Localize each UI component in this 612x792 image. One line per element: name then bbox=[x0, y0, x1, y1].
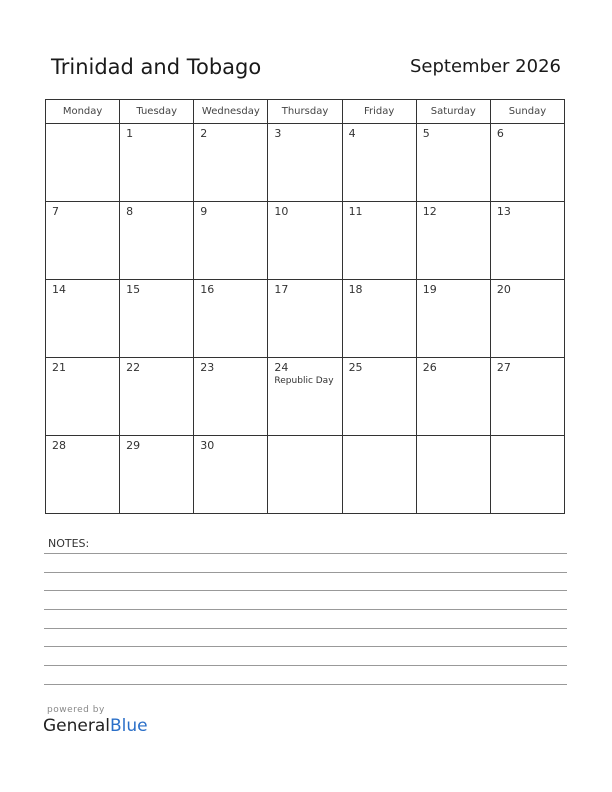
day-number: 4 bbox=[348, 127, 356, 140]
day-number bbox=[343, 436, 416, 439]
day-number: 14 bbox=[52, 283, 66, 296]
country-title: Trinidad and Tobago bbox=[51, 55, 262, 79]
day-number: 28 bbox=[52, 439, 66, 452]
day-number bbox=[46, 124, 119, 127]
weekday-tuesday: Tuesday bbox=[120, 100, 194, 124]
day-cell bbox=[268, 202, 342, 280]
day-number bbox=[417, 436, 490, 439]
day-number bbox=[491, 436, 564, 439]
notes-label: NOTES: bbox=[48, 537, 90, 550]
brand-blue-text: Blue bbox=[110, 716, 148, 736]
week-row-5 bbox=[46, 436, 565, 514]
day-number: 10 bbox=[274, 205, 289, 218]
weekday-wednesday: Wednesday bbox=[194, 100, 268, 124]
day-cell bbox=[268, 280, 342, 358]
month-year-title: September 2026 bbox=[409, 56, 561, 77]
day-number: 8 bbox=[126, 205, 134, 218]
day-cell-holiday bbox=[268, 358, 342, 436]
day-number: 22 bbox=[126, 361, 141, 374]
brand-general-text: General bbox=[43, 716, 110, 736]
weekday-sunday: Sunday bbox=[490, 100, 564, 124]
day-cell bbox=[46, 436, 120, 514]
day-number: 19 bbox=[422, 283, 437, 296]
day-cell bbox=[490, 124, 564, 202]
day-cell bbox=[490, 436, 564, 514]
weekday-monday: Monday bbox=[46, 100, 120, 124]
day-cell bbox=[46, 280, 120, 358]
day-cell bbox=[342, 436, 416, 514]
day-cell bbox=[416, 358, 490, 436]
day-number bbox=[268, 436, 341, 439]
day-cell bbox=[416, 436, 490, 514]
day-number: 20 bbox=[496, 283, 511, 296]
day-number: 18 bbox=[348, 283, 363, 296]
day-cell bbox=[194, 358, 268, 436]
day-cell bbox=[120, 436, 194, 514]
day-cell bbox=[416, 124, 490, 202]
day-cell bbox=[194, 280, 268, 358]
weekday-thursday: Thursday bbox=[268, 100, 342, 124]
day-cell bbox=[490, 280, 564, 358]
day-number: 9 bbox=[200, 205, 208, 218]
note-line bbox=[44, 590, 567, 591]
day-number: 26 bbox=[422, 361, 437, 374]
day-number: 7 bbox=[52, 205, 59, 218]
weekday-header-row bbox=[46, 100, 565, 124]
day-cell bbox=[342, 280, 416, 358]
week-row-2 bbox=[46, 202, 565, 280]
day-cell bbox=[120, 202, 194, 280]
weekday-friday: Friday bbox=[342, 100, 416, 124]
day-number: 27 bbox=[496, 361, 511, 374]
generalblue-logo[interactable] bbox=[43, 716, 148, 736]
day-cell bbox=[342, 358, 416, 436]
day-cell bbox=[490, 202, 564, 280]
note-line bbox=[44, 684, 567, 685]
day-cell bbox=[490, 358, 564, 436]
day-number: 30 bbox=[200, 439, 215, 452]
day-number: 6 bbox=[496, 127, 504, 140]
day-cell bbox=[194, 202, 268, 280]
note-line bbox=[44, 628, 567, 629]
note-line bbox=[44, 572, 567, 573]
note-line bbox=[44, 665, 567, 666]
day-number: 12 bbox=[422, 205, 437, 218]
day-number: 23 bbox=[200, 361, 215, 374]
day-cell bbox=[46, 202, 120, 280]
day-cell bbox=[194, 124, 268, 202]
day-cell bbox=[342, 202, 416, 280]
week-row-1 bbox=[46, 124, 565, 202]
powered-by-text: powered by bbox=[47, 705, 105, 715]
day-number: 3 bbox=[274, 127, 282, 140]
day-number: 24 bbox=[274, 361, 289, 374]
day-number: 21 bbox=[52, 361, 66, 374]
day-number: 1 bbox=[126, 127, 134, 140]
day-cell bbox=[120, 124, 194, 202]
day-number: 17 bbox=[274, 283, 289, 296]
calendar-grid bbox=[45, 99, 565, 514]
day-cell bbox=[46, 124, 120, 202]
day-number: 15 bbox=[126, 283, 141, 296]
day-cell bbox=[342, 124, 416, 202]
day-cell bbox=[268, 124, 342, 202]
day-number: 25 bbox=[348, 361, 363, 374]
day-number: 11 bbox=[348, 205, 363, 218]
day-cell bbox=[120, 280, 194, 358]
day-cell bbox=[194, 436, 268, 514]
holiday-label: Republic Day bbox=[274, 376, 334, 386]
week-row-4 bbox=[46, 358, 565, 436]
day-cell bbox=[120, 358, 194, 436]
day-cell bbox=[46, 358, 120, 436]
day-number: 29 bbox=[126, 439, 141, 452]
week-row-3 bbox=[46, 280, 565, 358]
weekday-saturday: Saturday bbox=[416, 100, 490, 124]
note-line bbox=[44, 553, 567, 554]
note-line bbox=[44, 609, 567, 610]
day-number: 5 bbox=[422, 127, 430, 140]
day-number: 13 bbox=[496, 205, 511, 218]
day-cell bbox=[268, 436, 342, 514]
day-number: 2 bbox=[200, 127, 208, 140]
day-number: 16 bbox=[200, 283, 215, 296]
note-line bbox=[44, 646, 567, 647]
day-cell bbox=[416, 202, 490, 280]
day-cell bbox=[416, 280, 490, 358]
